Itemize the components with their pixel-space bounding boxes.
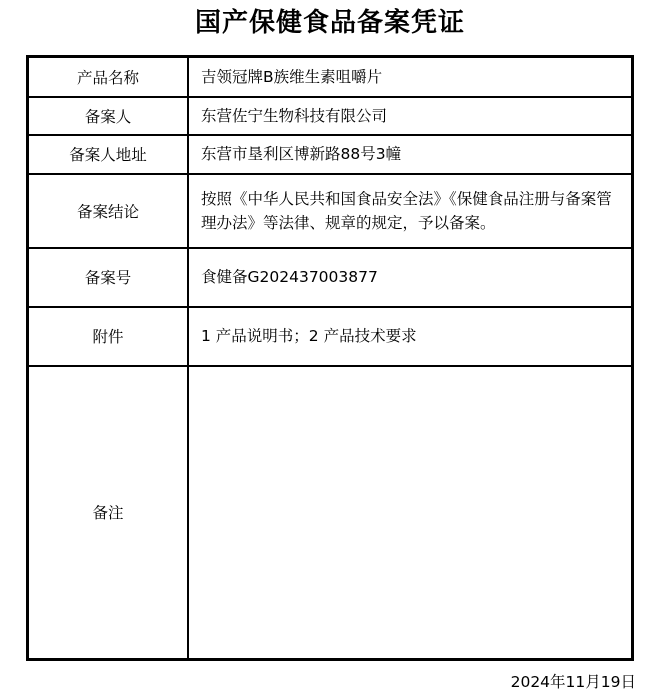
remarks-value bbox=[188, 366, 633, 660]
conclusion-value: 按照《中华人民共和国食品安全法》《保健食品注册与备案管理办法》等法律、规章的规定，予以备案。 bbox=[188, 174, 633, 248]
registrant-address-value: 东营市垦利区博新路88号3幢 bbox=[188, 135, 633, 174]
remarks-label: 备注 bbox=[28, 366, 189, 660]
registrant-address-label: 备案人地址 bbox=[28, 135, 189, 174]
attachments-value: 1 产品说明书；2 产品技术要求 bbox=[188, 307, 633, 366]
table-row bbox=[28, 174, 633, 248]
table-row bbox=[28, 307, 633, 366]
record-table bbox=[26, 55, 634, 661]
issue-date: 2024年11月19日 bbox=[510, 673, 636, 691]
registrant-value: 东营佐宁生物科技有限公司 bbox=[188, 97, 633, 135]
table-row bbox=[28, 248, 633, 307]
product-name-value: 吉领冠牌B族维生素咀嚼片 bbox=[188, 57, 633, 97]
registration-number-value: 食健备G202437003877 bbox=[188, 248, 633, 307]
table-row bbox=[28, 97, 633, 135]
registration-number-label: 备案号 bbox=[28, 248, 189, 307]
registrant-label: 备案人 bbox=[28, 97, 189, 135]
document-title: 国产保健食品备案凭证 bbox=[194, 8, 465, 38]
table-row bbox=[28, 366, 633, 660]
table-row bbox=[28, 57, 633, 97]
attachments-label: 附件 bbox=[28, 307, 189, 366]
conclusion-label: 备案结论 bbox=[28, 174, 189, 248]
table-row bbox=[28, 135, 633, 174]
product-name-label: 产品名称 bbox=[28, 57, 189, 97]
